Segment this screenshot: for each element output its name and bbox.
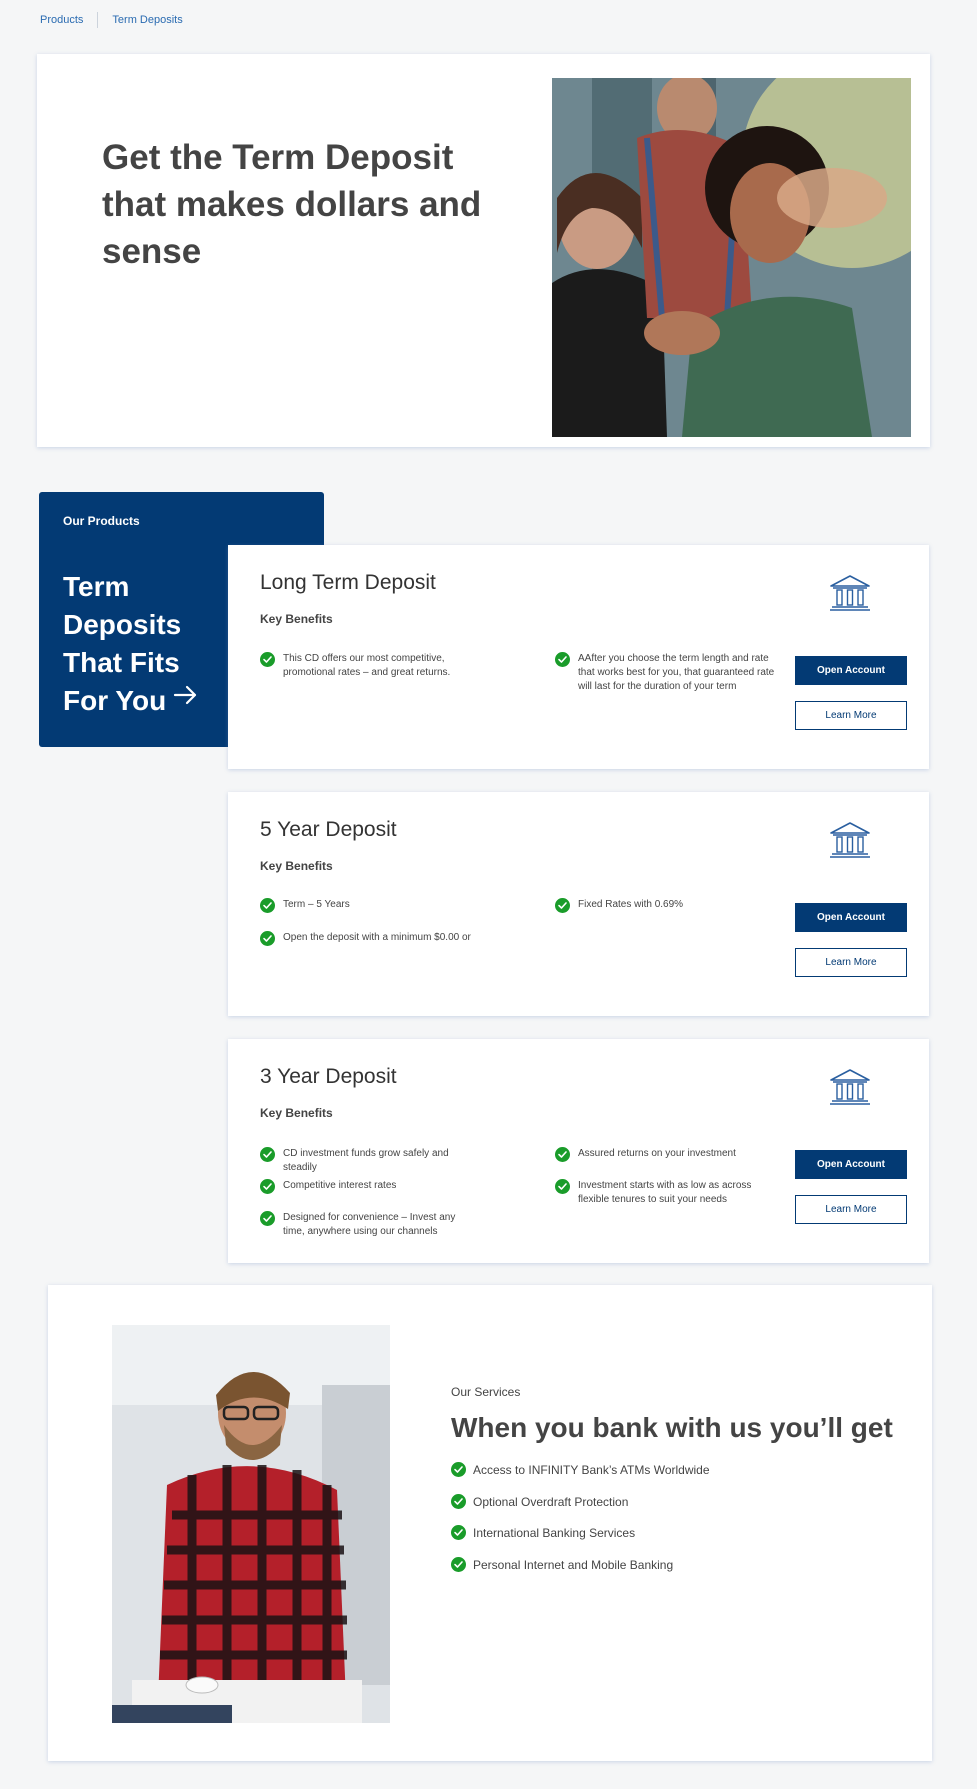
- service-item: [451, 1462, 710, 1477]
- benefit-text: This CD offers our most competitive, promotional rates – and great returns.: [283, 653, 451, 678]
- product-card-title: 3 Year Deposit: [260, 1065, 397, 1088]
- benefit-text: Competitive interest rates: [283, 1180, 397, 1191]
- our-services-section: [48, 1285, 932, 1761]
- hero-title: Get the Term Deposit that makes dollars and sense: [102, 138, 482, 271]
- open-account-button[interactable]: Open Account: [795, 903, 907, 932]
- benefit-text: Investment starts with as low as across flexible tenures to suit your needs: [578, 1180, 752, 1205]
- service-item-text: International Banking Services: [473, 1525, 636, 1540]
- check-circle-icon: [555, 1147, 570, 1162]
- services-photo-illustration: [112, 1325, 390, 1723]
- our-products-eyebrow: Our Products: [63, 514, 140, 528]
- product-card-title: 5 Year Deposit: [260, 818, 397, 841]
- service-item: [451, 1557, 673, 1572]
- check-circle-icon: [260, 652, 275, 667]
- benefit-text: Term – 5 Years: [283, 899, 350, 910]
- benefit-item: [555, 1179, 775, 1207]
- benefit-item: [555, 1147, 775, 1162]
- check-circle-icon: [260, 898, 275, 913]
- key-benefits-label: Key Benefits: [260, 859, 333, 873]
- product-card-long-term-deposit: [228, 545, 929, 769]
- hero-photo: [552, 78, 911, 437]
- benefit-text: AAfter you choose the term length and rate that works best for you, that guaranteed rate will last for the duration of your term: [578, 653, 775, 692]
- our-services-heading: When you bank with us you’ll get: [451, 1412, 893, 1443]
- breadcrumb-divider: [97, 12, 98, 28]
- service-item-text: Optional Overdraft Protection: [473, 1494, 629, 1509]
- check-circle-icon: [555, 1179, 570, 1194]
- breadcrumb: [40, 12, 183, 28]
- benefit-text: Assured returns on your investment: [578, 1148, 736, 1159]
- check-circle-icon: [260, 1147, 275, 1162]
- breadcrumb-products-link[interactable]: Products: [40, 14, 84, 26]
- bank-building-icon: [828, 573, 872, 613]
- hero-banner: [37, 54, 930, 447]
- benefit-text: CD investment funds grow safely and steadily: [283, 1148, 449, 1173]
- our-services-eyebrow: Our Services: [451, 1385, 521, 1399]
- learn-more-button[interactable]: Learn More: [795, 701, 907, 730]
- benefit-item: [260, 1211, 470, 1239]
- check-circle-icon: [555, 898, 570, 913]
- learn-more-button[interactable]: Learn More: [795, 948, 907, 977]
- benefit-text: Open the deposit with a minimum $0.00 or: [283, 932, 471, 943]
- check-circle-icon: [451, 1525, 466, 1540]
- service-item: [451, 1525, 635, 1540]
- benefit-item: [260, 652, 490, 680]
- check-circle-icon: [260, 931, 275, 946]
- benefit-item: [555, 898, 785, 913]
- key-benefits-label: Key Benefits: [260, 1106, 333, 1120]
- product-card-3-year-deposit: [228, 1039, 929, 1263]
- services-photo: [112, 1325, 390, 1723]
- benefit-item: [260, 898, 500, 913]
- service-item-text: Personal Internet and Mobile Banking: [473, 1557, 674, 1572]
- check-circle-icon: [451, 1494, 466, 1509]
- benefit-item: [260, 931, 500, 946]
- learn-more-button[interactable]: Learn More: [795, 1195, 907, 1224]
- benefit-text: Designed for convenience – Invest any time, anywhere using our channels: [283, 1212, 456, 1237]
- our-products-heading[interactable]: Term Deposits That Fits For You: [63, 571, 182, 716]
- bank-building-icon: [828, 820, 872, 860]
- breadcrumb-term-deposits-link[interactable]: Term Deposits: [112, 14, 183, 26]
- arrow-right-icon[interactable]: [173, 685, 199, 705]
- benefit-item: [555, 652, 785, 694]
- product-card-5-year-deposit: [228, 792, 929, 1016]
- open-account-button[interactable]: Open Account: [795, 1150, 907, 1179]
- benefit-text: Fixed Rates with 0.69%: [578, 899, 684, 910]
- service-item: [451, 1494, 628, 1509]
- check-circle-icon: [260, 1211, 275, 1226]
- key-benefits-label: Key Benefits: [260, 612, 333, 626]
- product-card-title: Long Term Deposit: [260, 571, 436, 594]
- benefit-item: [260, 1179, 470, 1194]
- benefit-item: [260, 1147, 470, 1175]
- service-item-text: Access to INFINITY Bank’s ATMs Worldwide: [473, 1462, 710, 1477]
- check-circle-icon: [555, 652, 570, 667]
- check-circle-icon: [451, 1462, 466, 1477]
- check-circle-icon: [260, 1179, 275, 1194]
- hero-photo-illustration: [552, 78, 911, 437]
- bank-building-icon: [828, 1067, 872, 1107]
- check-circle-icon: [451, 1557, 466, 1572]
- open-account-button[interactable]: Open Account: [795, 656, 907, 685]
